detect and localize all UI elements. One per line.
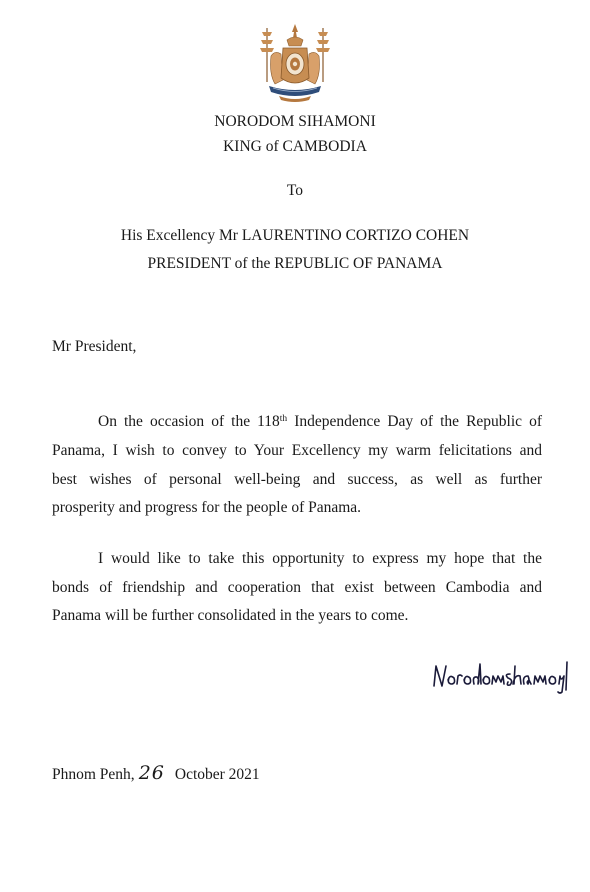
ordinal-suffix: th	[279, 414, 288, 424]
paragraph-1-line-1-start: On the occasion of the 118	[98, 413, 280, 430]
closing-date-line	[52, 763, 260, 785]
closing-place: Phnom Penh,	[52, 766, 135, 783]
handwritten-day: 26	[138, 762, 165, 784]
recipient-line-1: His Excellency Mr LAURENTINO CORTIZO COHEN	[120, 227, 470, 244]
paragraph-1-line-4: prosperity and progress for the people of Panama.	[52, 499, 362, 516]
paragraph-2-line-1: I would like to take this opportunity to express my hope that the	[98, 550, 542, 567]
paragraph-1-line-2: Panama, I wish to convey to Your Excellency my warm felicitations and	[52, 442, 542, 459]
to-label: To	[286, 182, 304, 199]
paragraph-2-line-3: Panama will be further consolidated in the years to come.	[52, 607, 409, 624]
salutation: Mr President,	[52, 338, 137, 355]
sender-title: KING of CAMBODIA	[223, 138, 367, 155]
signature-image	[430, 656, 572, 696]
paragraph-1-line-1-end: Independence Day of the Republic of	[287, 413, 542, 430]
closing-month-year: October 2021	[174, 766, 260, 783]
recipient-line-2: PRESIDENT of the REPUBLIC OF PANAMA	[147, 255, 443, 272]
sender-name: NORODOM SIHAMONI	[214, 113, 376, 130]
paragraph-1-line-1	[98, 412, 542, 432]
paragraph-2-line-2: bonds of friendship and cooperation that exist between Cambodia and	[52, 579, 542, 596]
royal-emblem-icon	[253, 22, 337, 104]
paragraph-1-line-3: best wishes of personal well-being and success, as well as further	[52, 471, 542, 488]
